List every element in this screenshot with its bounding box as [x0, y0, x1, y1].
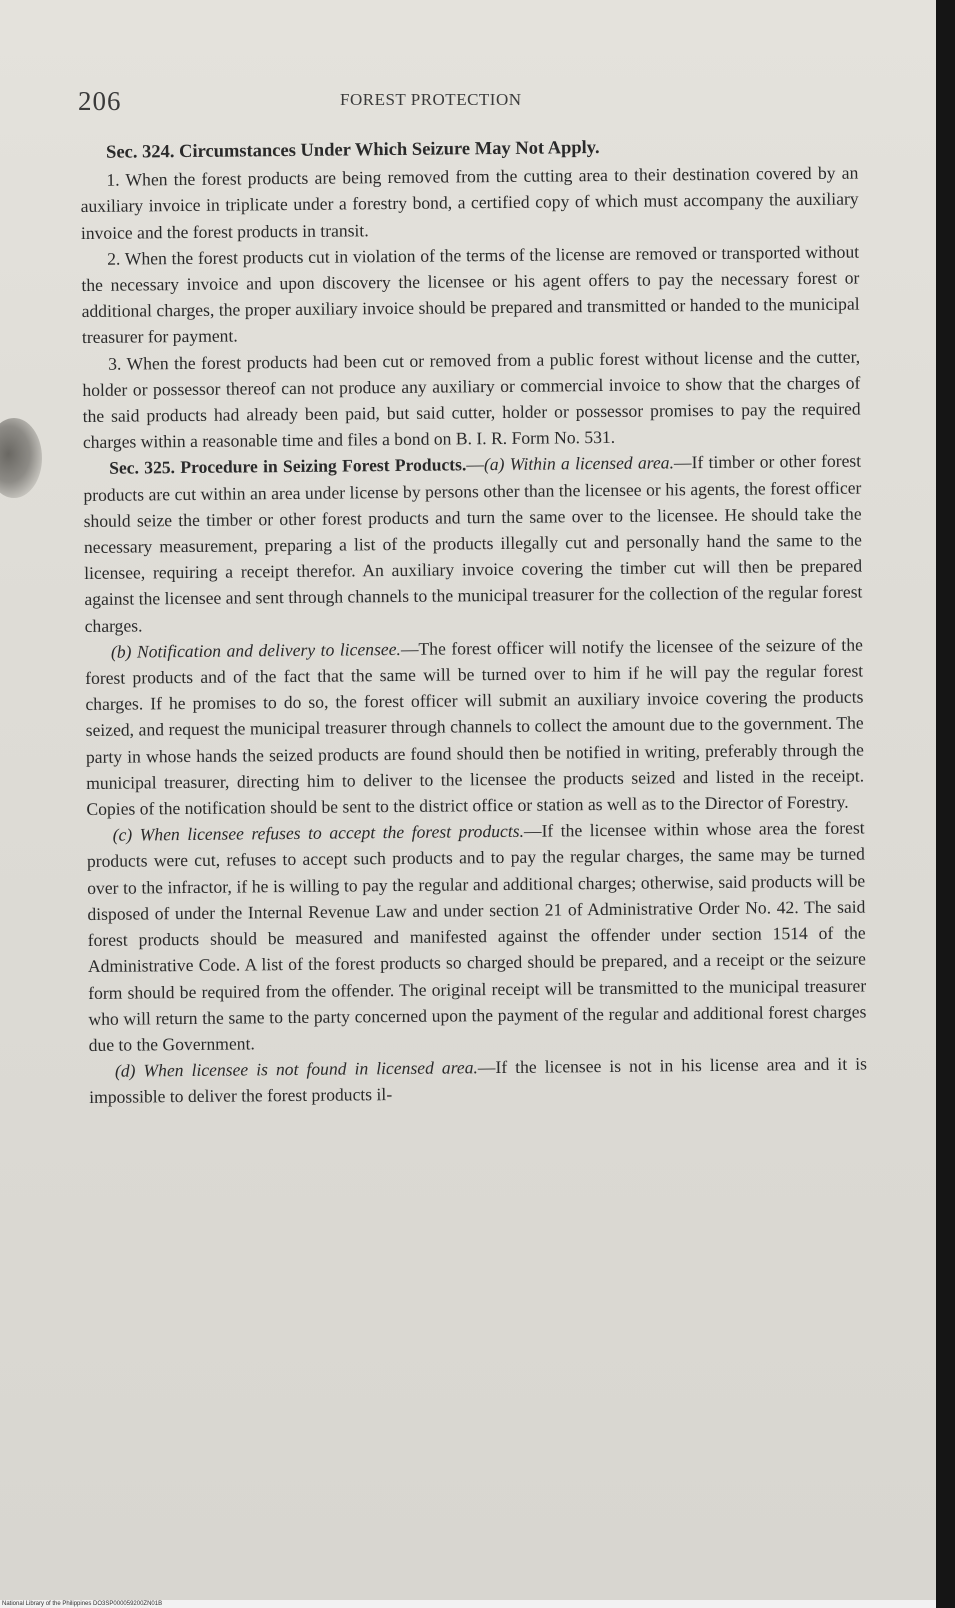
running-head: FOREST PROTECTION	[340, 90, 522, 109]
footer-strip	[0, 1600, 936, 1608]
page-header	[78, 86, 858, 126]
section-325-heading: Sec. 325. Procedure in Seizing Forest Products.	[109, 454, 467, 479]
subsection-c-label: (c)	[112, 824, 133, 845]
subsection-c-title: When licensee refuses to accept the forest products.	[139, 821, 525, 845]
subsection-b-label: (b)	[110, 641, 132, 662]
section-324-heading: Sec. 324. Circumstances Under Which Seizure May Not Apply.	[106, 138, 600, 163]
subsection-d-title: When licensee is not found in licensed area.	[143, 1057, 478, 1081]
subsection-a-label: (a)	[483, 454, 505, 475]
section-325-paragraph-c	[87, 815, 867, 1058]
section-325-dash: —	[466, 454, 485, 475]
section-325-paragraph-b	[85, 631, 865, 822]
subsection-b-title: Notification and delivery to licensee.	[136, 638, 401, 662]
footer-caption: National Library of the Philippines DO3SP000059200ZN01B	[2, 1601, 163, 1607]
section-324-item-3: 3. When the forest products had been cut or removed from a public forest without license and the cutter, holder or possessor thereof can not produce any auxiliary or commercial invoice to show that the charges of the said products had already been paid, but said cutter, holder or possessor promises to pay the required charges within a reasonable time and files a bond on B. I. R. Form No. 531.	[82, 346, 861, 453]
subsection-b-text: —The forest officer will notify the licensee of the seizure of the forest products and of the fact that the same will be turned over to him if he will pay the regular forest charges. If he promises to do so, the forest officer will submit an auxiliary invoice covering the products seized, and request the municipal treasurer through channels to collect the amount due to the government. The party in whose hands the seized products are found should then be notified in writing, preferably through the municipal treasurer, directing him to deliver to the licensee the products seized and listed in the receipt. Copies of the notification should be sent to the district office or station as well as to the Director of Forestry.	[85, 634, 865, 820]
subsection-a-title: Within a licensed area.	[509, 452, 675, 475]
section-324-item-1: 1. When the forest products are being removed from the cutting area to their destination covered by an auxiliary invoice in triplicate under a forestry bond, a certified copy of which must accompany the auxiliary invoice and the forest products in transit.	[80, 162, 859, 243]
subsection-c-text: —If the licensee within whose area the forest products were cut, refuses to accept such products and to pay the regular charges, the same may be turned over to the infractor, if he is willing to pay the regular and additional charges; otherwise, said products will be disposed of under the Internal Revenue Law and under section 21 of Administrative Order No. 42. The said forest products should be measured and manifested against the offender under section 1514 of the Administrative Code. A list of the forest products so charged should be prepared, and a receipt or the seizure form should be required from the offender. The original receipt will be transmitted to the municipal treasurer who will return the same to the party concerned upon the payment of the regular and additional forest charges due to the Government.	[86, 817, 867, 1055]
section-325-paragraph-a	[83, 448, 863, 639]
subsection-d-text: —If the licensee is not in his license area and it is impossible to deliver the forest products il-	[89, 1053, 867, 1108]
subsection-a-text: —If timber or other forest products are cut within an area under license by persons other than the licensee or his agents, the forest officer should seize the timber or other forest products and turn the same over to the licensee. He should take the necessary measurement, preparing a list of the products illegally cut and personally hand the same to the licensee, requiring a receipt therefor. An auxiliary invoice covering the timber cut will then be prepared against the licensee and sent through channels to the municipal treasurer for the collection of the regular forest charges.	[83, 450, 863, 636]
subsection-d-label: (d)	[114, 1060, 136, 1081]
body-text	[80, 133, 867, 1111]
section-324-item-2: 2. When the forest products cut in violation of the terms of the license are removed or transported without the necessary invoice and upon discovery the licensee or his agent offers to pay the necessary forest or additional charges, the proper auxiliary invoice should be prepared and transmitted or handed to the municipal treasurer for payment.	[81, 241, 860, 348]
scan-edge-shadow	[936, 0, 955, 1608]
binding-hole-mark	[0, 418, 42, 498]
page-number: 206	[78, 86, 122, 116]
section-325-paragraph-d	[89, 1051, 867, 1111]
